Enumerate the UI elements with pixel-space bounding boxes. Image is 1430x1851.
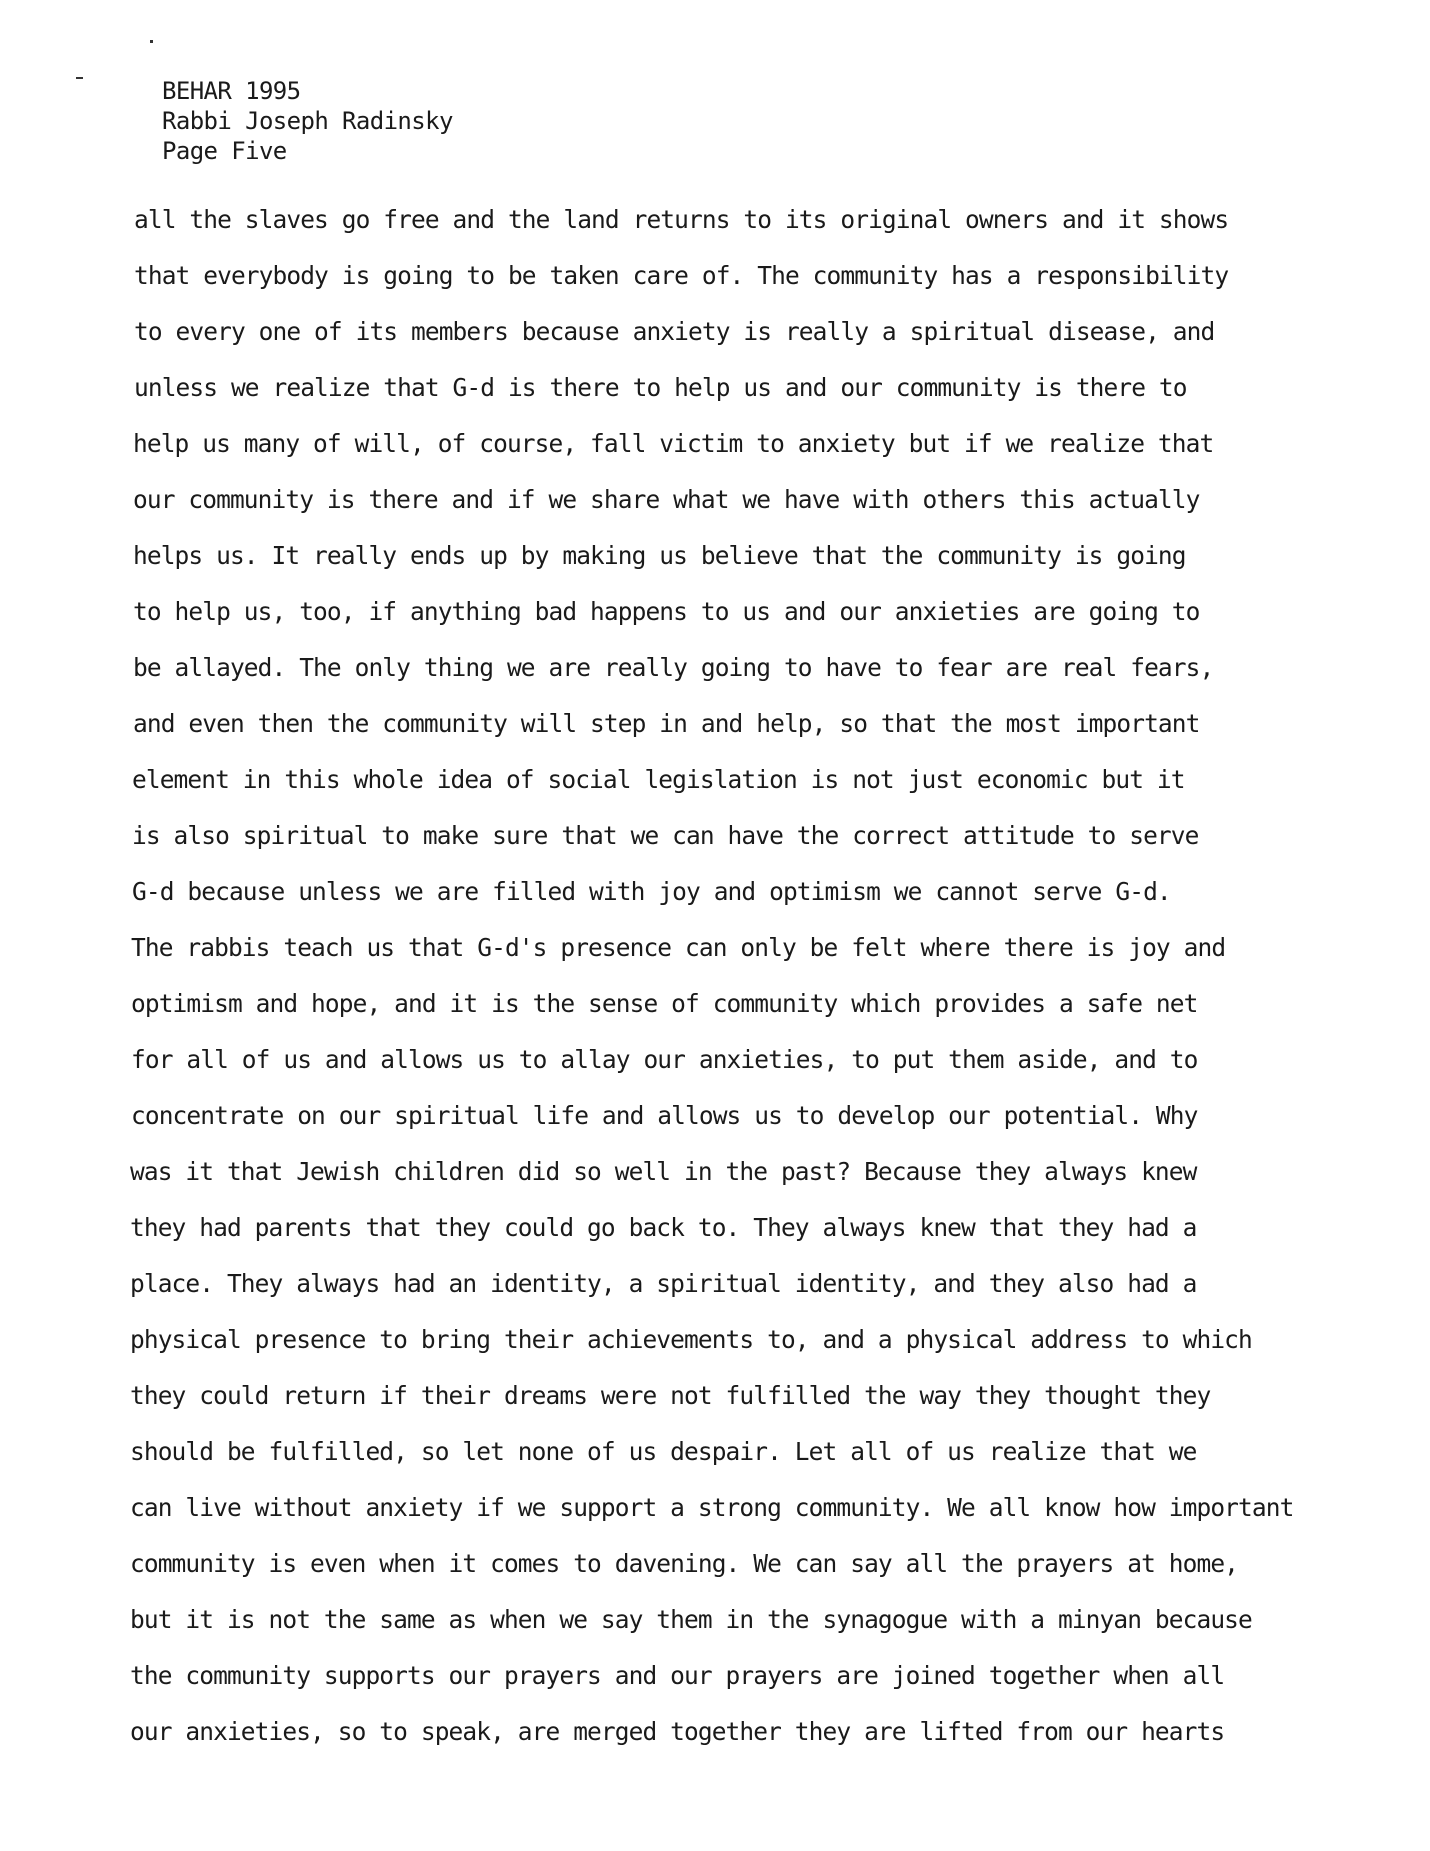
text-line: concentrate on our spiritual life and allows us to develop our potential. Why [131,1101,1198,1130]
text-line: G-d because unless we are filled with joy and optimism we cannot serve G-d. [132,877,1171,906]
scan-dash [76,77,83,79]
text-line: our community is there and if we share what we have with others this actually [133,485,1200,514]
page-label: Page Five [162,137,287,165]
text-line: place. They always had an identity, a spiritual identity, and they also had a [130,1269,1197,1298]
document-title: BEHAR 1995 [162,77,301,105]
text-line: physical presence to bring their achievements to, and a physical address to which [130,1325,1252,1354]
text-line: all the slaves go free and the land returns to its original owners and it shows [134,205,1229,234]
document-author: Rabbi Joseph Radinsky [162,107,453,135]
text-line: can live without anxiety if we support a strong community. We all know how important [130,1493,1294,1522]
text-line: help us many of will, of course, fall victim to anxiety but if we realize that [133,429,1214,458]
text-line: and even then the community will step in and help, so that the most important [133,709,1200,738]
text-line: to every one of its members because anxiety is really a spiritual disease, and [134,317,1215,346]
text-line: The rabbis teach us that G-d's presence can only be felt where there is joy and [131,933,1226,962]
text-line: community is even when it comes to davening. We can say all the prayers at home, [130,1549,1239,1578]
document-header [162,76,453,166]
text-line: unless we realize that G-d is there to help us and our community is there to [134,373,1187,402]
text-line: our anxieties, so to speak, are merged together they are lifted from our hearts [130,1717,1225,1746]
text-line: be allayed. The only thing we are really going to have to fear are real fears, [133,653,1214,682]
text-line: helps us. It really ends up by making us believe that the community is going [133,541,1186,570]
text-line: they could return if their dreams were not fulfilled the way they thought they [130,1381,1211,1410]
document-body [130,192,1310,1760]
text-line: that everybody is going to be taken care of. The community has a responsibility [134,261,1229,290]
text-line: element in this whole idea of social legislation is not just economic but it [132,765,1185,794]
text-line: was it that Jewish children did so well in the past? Because they always knew [130,1157,1197,1186]
scan-speck [150,40,153,43]
text-line: should be fulfilled, so let none of us despair. Let all of us realize that we [130,1437,1197,1466]
text-line: for all of us and allows us to allay our anxieties, to put them aside, and to [131,1045,1198,1074]
text-line: to help us, too, if anything bad happens to us and our anxieties are going to [133,597,1200,626]
text-line: the community supports our prayers and our prayers are joined together when all [130,1661,1225,1690]
text-line: optimism and hope, and it is the sense of community which provides a safe net [131,989,1198,1018]
text-line: is also spiritual to make sure that we can have the correct attitude to serve [132,821,1199,850]
text-line: but it is not the same as when we say them in the synagogue with a minyan because [130,1605,1252,1634]
text-line: they had parents that they could go back to. They always knew that they had a [130,1213,1197,1242]
